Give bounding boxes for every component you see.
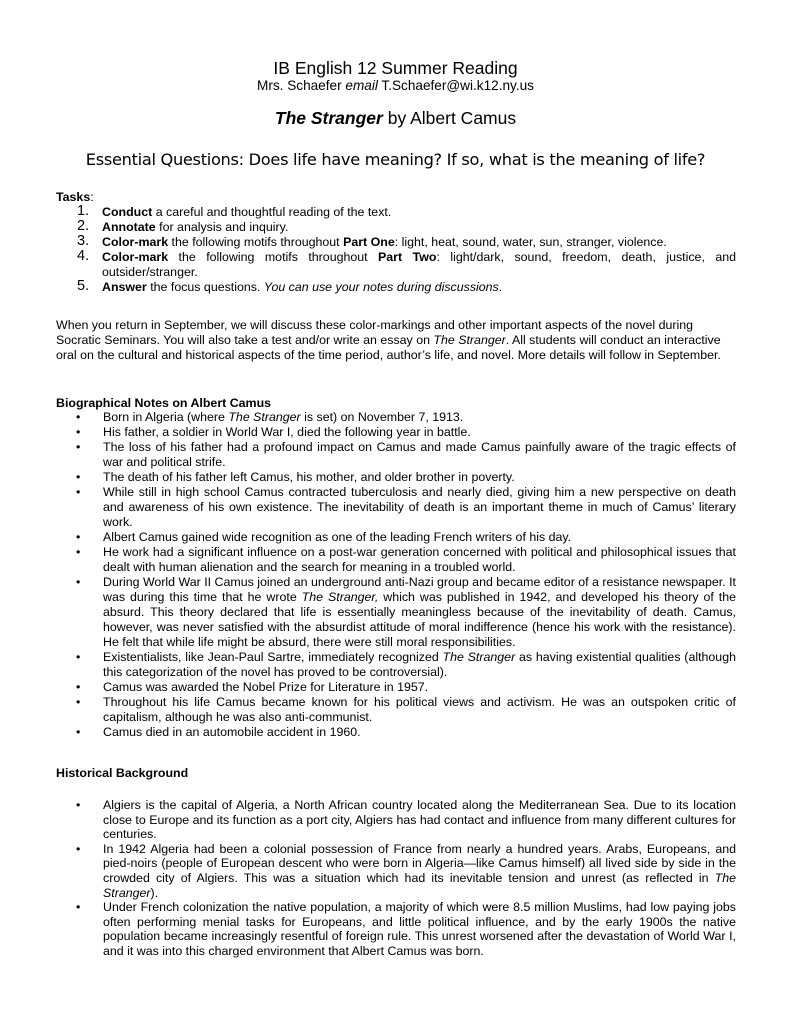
task-lead: Color-mark: [102, 250, 169, 264]
task-number: 1.: [77, 203, 90, 219]
bio-italic: The Stranger: [228, 410, 301, 424]
teacher-name: Mrs. Schaefer: [257, 78, 342, 93]
history-heading: Historical Background: [56, 766, 189, 780]
history-text: Algiers is the capital of Algeria, a North African country located along the Mediterranean Sea. Due to its location close to Europe and its function as a port city, Algiers has had contact and influence from many different cultures for centuries.: [103, 798, 736, 842]
intro-text: When you return in September, we will discuss these color-markings and other important aspects of the novel during Socratic Seminars. You will also take a test and/or write an essay on: [56, 318, 694, 347]
tasks-label: Tasks: [56, 190, 91, 204]
task-lead: Answer: [102, 280, 147, 294]
bio-text-end: which was published in 1942, and developed his theory of the absurd. This theory declared that life is essentially meaningless because of the inevitability of death. Camus, however, was never satisfied with the absurdist attitude of moral indifference (hence his work with the resistance). He felt that while life might be absurd, there were still moral responsibilities.: [103, 590, 736, 649]
bio-text: His father, a soldier in World War I, died the following year in battle.: [103, 425, 471, 439]
history-item: [56, 900, 736, 958]
bio-item: [56, 650, 736, 680]
task-text: the following motifs throughout: [168, 235, 344, 249]
bio-text: Albert Camus gained wide recognition as one of the leading French writers of his day.: [103, 530, 572, 544]
task-part: Part One: [343, 235, 395, 249]
bio-text: Born in Algeria (where: [103, 410, 229, 424]
bio-item: [56, 530, 736, 545]
history-list: [56, 798, 736, 959]
book-author: by Albert Camus: [387, 108, 517, 128]
intro-italic: The Stranger: [433, 333, 506, 347]
bio-item: [56, 545, 736, 575]
bullet-icon: •: [76, 575, 81, 589]
history-text: In 1942 Algeria had been a colonial possession of France from nearly a hundred years. Arabs, Europeans, and pied-noirs (people of European descent who were born in Algeria—like Camus himself) all lived side by side in the crowded city of Algiers. This was a situation which had its inevitable tension and unrest (as reflected in: [103, 841, 736, 885]
bullet-icon: •: [76, 440, 81, 454]
bio-text: The death of his father left Camus, his mother, and older brother in poverty.: [103, 470, 515, 484]
task-text: a careful and thoughtful reading of the text.: [152, 205, 392, 219]
bio-text: Camus was awarded the Nobel Prize for Literature in 1957.: [103, 680, 429, 694]
task-item: [56, 235, 736, 250]
task-lead: Annotate: [102, 220, 156, 234]
bullet-icon: •: [76, 841, 81, 856]
task-item: [56, 280, 736, 295]
bullet-icon: •: [76, 425, 81, 439]
task-item: [56, 250, 736, 280]
bio-item: [56, 440, 736, 470]
book-heading: [0, 108, 791, 129]
bio-text: While still in high school Camus contracted tuberculosis and nearly died, giving him a new perspective on death and awareness of his own existence. The inevitability of death is an important theme in much of Camus’ literary work.: [103, 485, 736, 529]
bullet-icon: •: [76, 470, 81, 484]
bullet-icon: •: [76, 410, 81, 424]
bullet-icon: •: [76, 725, 81, 739]
bullet-icon: •: [76, 545, 81, 559]
task-item: [56, 220, 736, 235]
bio-text: He work had a significant influence on a post-war generation concerned with political and philosophical issues that dealt with human alienation and the search for meaning in a troubled world.: [103, 545, 736, 574]
history-item: [56, 842, 736, 900]
bullet-icon: •: [76, 798, 81, 812]
bio-text-end: is set) on November 7, 1913.: [300, 410, 464, 424]
bullet-icon: •: [76, 530, 81, 544]
history-text: Under French colonization the native population, a majority of which were 8.5 million Muslims, had low paying jobs often performing menial tasks for Europeans, and little political influence, and by the early 1900s the native population became increasingly resentful of foreign rule. This unrest worsened after the devastation of World War I, and it was into this charged environment that Albert Camus was born.: [103, 900, 736, 958]
task-number: 4.: [77, 248, 90, 264]
history-item: [56, 798, 736, 842]
task-lead: Color-mark: [102, 235, 169, 249]
bio-text-end: as having existential qualities (although this categorization of the novel has proved to be controversial).: [103, 650, 736, 679]
email-address[interactable]: T.Schaefer@wi.k12.ny.us: [381, 78, 534, 93]
bio-text: During World War II Camus joined an underground anti-Nazi group and became editor of a resistance newspaper. It was during this time that he wrote: [103, 575, 736, 604]
bio-text: Throughout his life Camus became known for his political views and activism. He was an outspoken critic of capitalism, although he was also anti-communist.: [103, 695, 736, 724]
intro-text-end: . All students will conduct an interactive oral on the cultural and historical aspects of the time period, author’s life, and novel. More details will follow in September.: [56, 333, 721, 362]
bio-item: [56, 470, 736, 485]
bio-heading: Biographical Notes on Albert Camus: [56, 396, 272, 410]
intro-paragraph: [56, 318, 736, 363]
bio-item: [56, 425, 736, 440]
task-tail: .: [498, 280, 503, 294]
task-text: the focus questions.: [146, 280, 264, 294]
page-title: IB English 12 Summer Reading: [273, 58, 518, 78]
task-tail: : light, heat, sound, water, sun, stranger, violence.: [394, 235, 667, 249]
teacher-line: [0, 78, 791, 93]
tasks-heading: Tasks:: [56, 190, 94, 204]
bio-text: The loss of his father had a profound impact on Camus and made Camus painfully aware of the tragic effects of war and political strife.: [103, 440, 736, 469]
bio-text: Existentialists, like Jean-Paul Sartre, immediately recognized: [103, 650, 443, 664]
bullet-icon: •: [76, 650, 81, 664]
book-title: The Stranger: [274, 108, 383, 128]
bio-item: [56, 485, 736, 530]
task-text: the following motifs throughout: [168, 250, 379, 264]
bullet-icon: •: [76, 695, 81, 709]
bio-list: [56, 410, 736, 740]
bio-italic: The Stranger,: [301, 590, 379, 604]
bio-italic: The Stranger: [442, 650, 516, 664]
history-text-end: ).: [150, 885, 159, 900]
bio-item: [56, 680, 736, 695]
email-label: email: [345, 78, 378, 93]
task-text: for analysis and inquiry.: [155, 220, 289, 234]
task-part: Part Two: [378, 250, 437, 264]
essential-questions: Essential Questions: Does life have meaning? If so, what is the meaning of life?: [85, 150, 706, 169]
bullet-icon: •: [76, 900, 81, 915]
history-italic: The Stranger: [103, 870, 736, 900]
bio-text: Camus died in an automobile accident in 1960.: [103, 725, 361, 739]
task-lead: Conduct: [102, 205, 153, 219]
task-italic: You can use your notes during discussions: [263, 280, 499, 294]
bullet-icon: •: [76, 485, 81, 499]
task-item: [56, 205, 736, 220]
task-number: 3.: [77, 233, 90, 249]
bio-item: [56, 410, 736, 425]
bio-item: [56, 575, 736, 650]
task-number: 5.: [77, 278, 90, 294]
task-tail: : light/dark, sound, freedom, death, justice, and outsider/stranger.: [102, 250, 737, 279]
bio-item: [56, 725, 736, 740]
task-number: 2.: [77, 218, 90, 234]
bullet-icon: •: [76, 680, 81, 694]
bio-item: [56, 695, 736, 725]
tasks-list: [56, 205, 736, 295]
